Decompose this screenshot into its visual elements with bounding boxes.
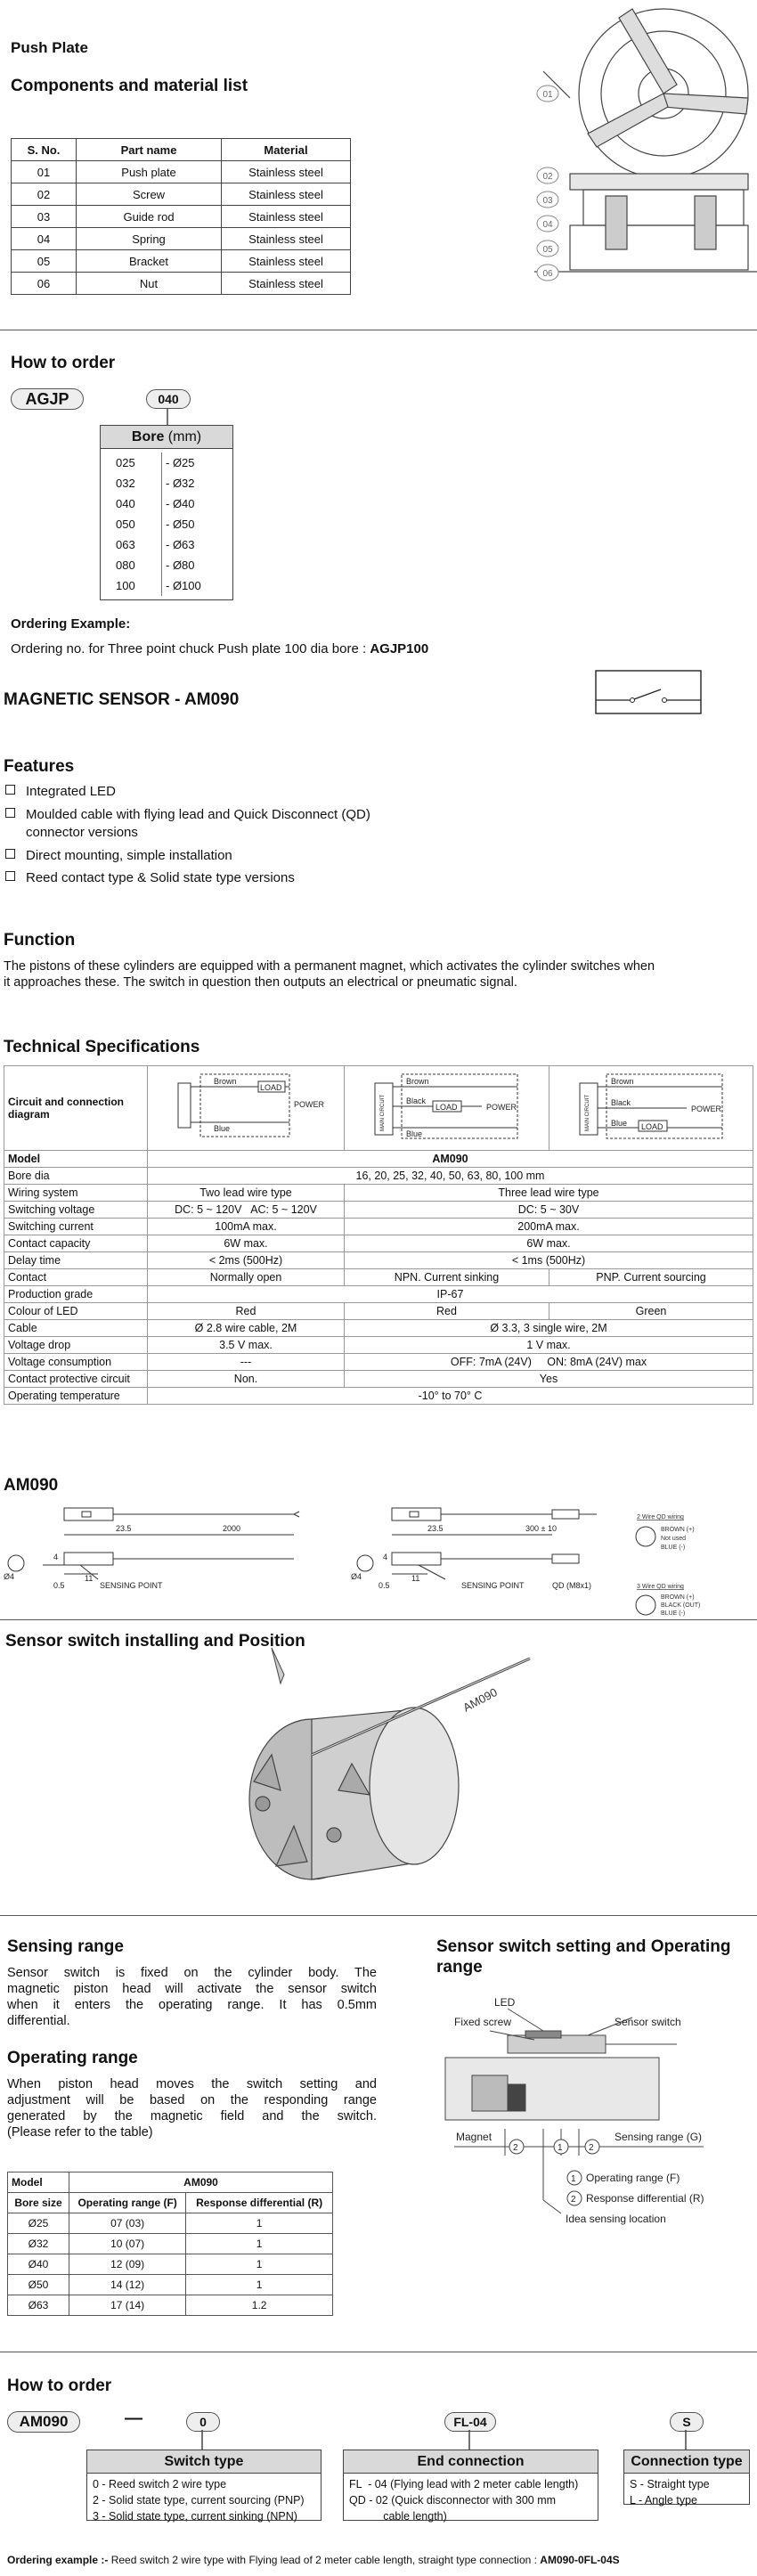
bore-value: - Ø80 bbox=[166, 558, 195, 572]
wiring-2-item: Not used bbox=[661, 1536, 687, 1542]
cell: Guide rod bbox=[77, 206, 222, 228]
callout-06: 06 bbox=[542, 269, 553, 279]
bore-code: 080 bbox=[115, 555, 162, 575]
wiring-3-item: BROWN (+) bbox=[661, 1594, 695, 1601]
label-power: POWER bbox=[691, 1104, 722, 1113]
table-row bbox=[12, 228, 351, 250]
cell: 200mA max. bbox=[345, 1219, 753, 1235]
feature-item-cont: connector versions bbox=[26, 825, 138, 840]
table-row bbox=[4, 1235, 753, 1252]
table-row bbox=[8, 2172, 333, 2193]
bore-value: - Ø100 bbox=[166, 579, 201, 592]
dim-23-5: 23.5 bbox=[116, 1524, 132, 1533]
wiring-2-title: 2 Wire QD wiring bbox=[637, 1514, 684, 1520]
ordering-example-text: Ordering no. for Three point chuck Push plate 100 dia bore : bbox=[11, 641, 370, 656]
table-row bbox=[4, 1388, 753, 1405]
text-line: When piston head moves the switch setting and bbox=[7, 2077, 377, 2091]
dim-300: 300 ± 10 bbox=[525, 1524, 557, 1533]
bore-header-label: Bore bbox=[131, 429, 165, 444]
push-plate-title: Push Plate bbox=[11, 39, 88, 56]
cell: Model bbox=[4, 1151, 148, 1168]
ordering-example-2 bbox=[7, 2554, 620, 2566]
tech-spec-table bbox=[4, 1065, 753, 1405]
list-item bbox=[115, 452, 202, 473]
cell: Red bbox=[345, 1303, 549, 1320]
list-item: 3 - Solid state type, current sinking (NPN) bbox=[93, 2510, 297, 2523]
list-item: 0 - Reed switch 2 wire type bbox=[93, 2478, 227, 2490]
connection-type-list bbox=[624, 2474, 749, 2511]
sensor-title: MAGNETIC SENSOR - AM090 bbox=[4, 690, 240, 709]
label-brown: Brown bbox=[406, 1076, 429, 1086]
num-2: 2 bbox=[589, 2143, 594, 2153]
label-black: Black bbox=[406, 1096, 427, 1105]
table-row bbox=[12, 161, 351, 183]
ordering-example-2-code: AM090-0FL-04S bbox=[540, 2554, 620, 2566]
cell: Screw bbox=[77, 183, 222, 206]
dim-phi4: Ø4 bbox=[351, 1572, 362, 1581]
cell: Red bbox=[148, 1303, 345, 1320]
order-code-bore: 040 bbox=[146, 389, 191, 409]
cell: Stainless steel bbox=[222, 183, 351, 206]
cell: 06 bbox=[12, 273, 77, 295]
label-sensing-range: Sensing range (G) bbox=[615, 2131, 703, 2143]
end-connection-box bbox=[343, 2450, 598, 2521]
cell: Bracket bbox=[77, 250, 222, 273]
cell: Ø50 bbox=[8, 2275, 69, 2295]
circuit-diagram-1 bbox=[148, 1066, 345, 1151]
order-code-conn: S bbox=[670, 2412, 704, 2432]
cell: Contact bbox=[4, 1269, 148, 1286]
label-black: Black bbox=[611, 1097, 631, 1107]
cell: Spring bbox=[77, 228, 222, 250]
cell: DC: 5 ~ 30V bbox=[345, 1202, 753, 1219]
ordering-example-code: AGJP100 bbox=[370, 641, 429, 656]
bore-value: - Ø50 bbox=[166, 518, 195, 531]
cell: Voltage drop bbox=[4, 1337, 148, 1354]
list-item: QD - 02 (Quick disconnector with 300 mm bbox=[349, 2494, 557, 2507]
cell: Stainless steel bbox=[222, 206, 351, 228]
wiring-3-item: BLACK (OUT) bbox=[661, 1602, 701, 1609]
components-title: Components and material list bbox=[11, 77, 248, 95]
switch-type-list bbox=[87, 2474, 321, 2527]
label-power: POWER bbox=[294, 1099, 325, 1109]
bore-box bbox=[100, 425, 233, 600]
cell: 10 (07) bbox=[69, 2234, 186, 2254]
callout-labels bbox=[537, 86, 558, 281]
dim-11: 11 bbox=[411, 1574, 420, 1583]
table-row bbox=[4, 1151, 753, 1168]
cell: 12 (09) bbox=[69, 2254, 186, 2275]
text-line: Sensor switch is fixed on the cylinder body. The bbox=[7, 1966, 377, 1980]
ordering-example bbox=[11, 641, 428, 656]
order-code-am090: AM090 bbox=[7, 2411, 80, 2433]
components-table bbox=[11, 138, 351, 295]
label-load: LOAD bbox=[435, 1102, 458, 1112]
circuit-label: Circuit and connection diagram bbox=[4, 1066, 148, 1151]
cell: Normally open bbox=[148, 1269, 345, 1286]
dim-11: 11 bbox=[85, 1574, 94, 1583]
operating-range-text bbox=[7, 2076, 377, 2140]
switch-type-box bbox=[86, 2450, 322, 2521]
end-connection-header: End connection bbox=[344, 2450, 598, 2474]
how-to-order-title: How to order bbox=[11, 354, 116, 372]
table-row bbox=[4, 1219, 753, 1235]
label-main-circuit: MAIN CIRCUIT bbox=[380, 1094, 386, 1131]
list-item bbox=[115, 575, 202, 596]
label-fixed-screw: Fixed screw bbox=[454, 2016, 512, 2028]
table-row bbox=[4, 1354, 753, 1371]
ordering-example-2-text: Reed switch 2 wire type with Flying lead of 2 meter cable length, straight type connection : bbox=[108, 2554, 541, 2566]
order-code-end: FL-04 bbox=[444, 2412, 496, 2432]
circuit-2wire bbox=[151, 1067, 338, 1147]
setting-title-2: range bbox=[436, 1958, 483, 1977]
ordering-example-2-label: Ordering example :- bbox=[7, 2554, 109, 2566]
text-line: adjustment will be based on the responding range bbox=[7, 2093, 377, 2107]
feature-item bbox=[5, 784, 116, 799]
num-1: 1 bbox=[558, 2143, 563, 2153]
feature-text: Moulded cable with flying lead and Quick Disconnect (QD) bbox=[26, 807, 370, 822]
num-1: 1 bbox=[571, 2174, 576, 2184]
cell: < 1ms (500Hz) bbox=[345, 1252, 753, 1269]
cell: Colour of LED bbox=[4, 1303, 148, 1320]
function-line-1: The pistons of these cylinders are equipped with a permanent magnet, which activates the cylinder switches when bbox=[4, 959, 655, 974]
cell: Response differential (R) bbox=[186, 2193, 333, 2213]
bore-code: 050 bbox=[115, 514, 162, 534]
order-dash: — bbox=[125, 2409, 142, 2428]
bore-connector bbox=[166, 408, 169, 426]
feature-text: Integrated LED bbox=[26, 784, 116, 799]
cell: 100mA max. bbox=[148, 1219, 345, 1235]
circuit-npn bbox=[348, 1067, 544, 1147]
cell: -10° to 70° C bbox=[148, 1388, 753, 1405]
list-item: S - Straight type bbox=[630, 2478, 710, 2490]
table-row bbox=[4, 1252, 753, 1269]
cell: Contact capacity bbox=[4, 1235, 148, 1252]
bore-value: - Ø63 bbox=[166, 538, 195, 551]
bore-box-header bbox=[101, 426, 232, 449]
list-item: L - Angle type bbox=[630, 2494, 697, 2507]
cell: DC: 5 ~ 120V AC: 5 ~ 120V bbox=[148, 1202, 345, 1219]
cell: Bore size bbox=[8, 2193, 69, 2213]
how-to-order-2-title: How to order bbox=[7, 2376, 112, 2395]
cell: Wiring system bbox=[4, 1185, 148, 1202]
cell: 05 bbox=[12, 250, 77, 273]
feature-item bbox=[5, 870, 295, 885]
label-sensor-switch: Sensor switch bbox=[615, 2016, 681, 2028]
table-row bbox=[12, 250, 351, 273]
cell: Ø25 bbox=[8, 2213, 69, 2234]
table-row bbox=[4, 1202, 753, 1219]
cell: --- bbox=[148, 1354, 345, 1371]
cell: 17 (14) bbox=[69, 2295, 186, 2316]
feature-item bbox=[5, 848, 232, 863]
label-load: LOAD bbox=[641, 1121, 663, 1131]
bore-header-unit: (mm) bbox=[164, 429, 202, 444]
label-sensing-point: SENSING POINT bbox=[100, 1581, 163, 1590]
cell: < 2ms (500Hz) bbox=[148, 1252, 345, 1269]
cell: Ø40 bbox=[8, 2254, 69, 2275]
reed-switch-symbol bbox=[595, 670, 702, 714]
table-row bbox=[8, 2254, 333, 2275]
table-row bbox=[4, 1168, 753, 1185]
cell: Contact protective circuit bbox=[4, 1371, 148, 1388]
am090-title: AM090 bbox=[4, 1476, 59, 1495]
cell: 03 bbox=[12, 206, 77, 228]
list-item bbox=[115, 534, 202, 555]
cell: 1 V max. bbox=[345, 1337, 753, 1354]
table-row bbox=[8, 2234, 333, 2254]
am090-dimension-drawing bbox=[0, 1474, 757, 1617]
components-header-row bbox=[12, 139, 351, 161]
cell: Yes bbox=[345, 1371, 753, 1388]
cell: Ø63 bbox=[8, 2295, 69, 2316]
sensing-range-text bbox=[7, 1965, 377, 2029]
table-row bbox=[8, 2193, 333, 2213]
bore-value: - Ø25 bbox=[166, 456, 195, 469]
connection-type-box bbox=[623, 2450, 750, 2505]
cell: 1 bbox=[186, 2213, 333, 2234]
dim-2000: 2000 bbox=[223, 1524, 241, 1533]
wiring-2-item: BLUE (-) bbox=[661, 1545, 686, 1551]
function-line-2: it approaches these. The switch in question then outputs an electrical or pneumatic signal. bbox=[4, 975, 517, 990]
label-load: LOAD bbox=[260, 1082, 282, 1092]
bore-code: 063 bbox=[115, 534, 162, 555]
cell: Bore dia bbox=[4, 1168, 148, 1185]
table-row bbox=[12, 206, 351, 228]
table-row bbox=[4, 1303, 753, 1320]
cell: Ø 2.8 wire cable, 2M bbox=[148, 1320, 345, 1337]
feature-item bbox=[5, 807, 370, 822]
cell: Delay time bbox=[4, 1252, 148, 1269]
list-item bbox=[115, 493, 202, 514]
list-item: 2 - Solid state type, current sourcing (PNP) bbox=[93, 2494, 305, 2507]
col-material: Material bbox=[222, 139, 351, 161]
tech-title: Technical Specifications bbox=[4, 1038, 200, 1056]
dim-4: 4 bbox=[383, 1553, 388, 1561]
setting-diagram bbox=[436, 1995, 757, 2245]
bore-value: - Ø32 bbox=[166, 477, 195, 490]
cell: 16, 20, 25, 32, 40, 50, 63, 80, 100 mm bbox=[148, 1168, 753, 1185]
list-item bbox=[115, 514, 202, 534]
table-row bbox=[4, 1286, 753, 1303]
cell: Non. bbox=[148, 1371, 345, 1388]
list-item bbox=[115, 473, 202, 493]
table-row bbox=[4, 1337, 753, 1354]
list-item: FL - 04 (Flying lead with 2 meter cable length) bbox=[349, 2478, 579, 2490]
col-sno: S. No. bbox=[12, 139, 77, 161]
label-response: Response differential (R) bbox=[586, 2192, 704, 2205]
feature-text: Direct mounting, simple installation bbox=[26, 848, 232, 863]
text-line: when it enters the operating range. It has 0.5mm bbox=[7, 1998, 377, 2012]
label-brown: Brown bbox=[611, 1076, 634, 1086]
order-connectors bbox=[0, 2430, 757, 2451]
list-item: cable length) bbox=[349, 2510, 447, 2523]
cell: OFF: 7mA (24V) ON: 8mA (24V) max bbox=[345, 1354, 753, 1371]
label-operating: Operating range (F) bbox=[586, 2172, 680, 2184]
cell: AM090 bbox=[148, 1151, 753, 1168]
label-qd: QD (M8x1) bbox=[552, 1581, 592, 1590]
callout-03: 03 bbox=[542, 196, 553, 206]
label-blue: Blue bbox=[214, 1123, 231, 1133]
circuit-diagram-2 bbox=[345, 1066, 549, 1151]
operating-range-table bbox=[7, 2172, 333, 2316]
install-illustration bbox=[227, 1657, 557, 1897]
circuit-pnp bbox=[553, 1067, 749, 1147]
dim-4: 4 bbox=[53, 1553, 59, 1561]
table-row bbox=[8, 2213, 333, 2234]
label-led: LED bbox=[494, 1996, 516, 2009]
cell: 14 (12) bbox=[69, 2275, 186, 2295]
label-power: POWER bbox=[486, 1102, 517, 1112]
end-connection-list bbox=[344, 2474, 598, 2527]
cell: 04 bbox=[12, 228, 77, 250]
cell: 1.2 bbox=[186, 2295, 333, 2316]
label-main-circuit: MAIN CIRCUIT bbox=[585, 1094, 590, 1131]
col-part: Part name bbox=[77, 139, 222, 161]
text-line: differential. bbox=[7, 2014, 70, 2028]
setting-title-1: Sensor switch setting and Operating bbox=[436, 1937, 731, 1956]
num-2: 2 bbox=[571, 2195, 576, 2205]
install-title: Sensor switch installing and Position bbox=[5, 1632, 305, 1651]
dim-23-5: 23.5 bbox=[427, 1524, 444, 1533]
ordering-example-title: Ordering Example: bbox=[11, 616, 131, 632]
cell: Stainless steel bbox=[222, 228, 351, 250]
callout-02: 02 bbox=[542, 172, 553, 182]
order-code-agjp: AGJP bbox=[11, 388, 84, 410]
cell: IP-67 bbox=[148, 1286, 753, 1303]
bore-list bbox=[115, 452, 202, 596]
table-row bbox=[4, 1371, 753, 1388]
circuit-diagram-3 bbox=[549, 1066, 753, 1151]
cell: Switching voltage bbox=[4, 1202, 148, 1219]
operating-range-title: Operating range bbox=[7, 2049, 138, 2067]
cell: Green bbox=[549, 1303, 753, 1320]
feature-text: Reed contact type & Solid state type versions bbox=[26, 870, 295, 885]
label-magnet: Magnet bbox=[456, 2131, 492, 2143]
table-row bbox=[4, 1185, 753, 1202]
push-plate-drawing bbox=[534, 0, 757, 294]
bore-code: 040 bbox=[115, 493, 162, 514]
cell: Voltage consumption bbox=[4, 1354, 148, 1371]
label-blue: Blue bbox=[611, 1118, 628, 1128]
list-item bbox=[115, 555, 202, 575]
bore-value: - Ø40 bbox=[166, 497, 195, 510]
cell: 1 bbox=[186, 2275, 333, 2295]
cell: Ø32 bbox=[8, 2234, 69, 2254]
table-row bbox=[4, 1320, 753, 1337]
cell: Model bbox=[8, 2172, 69, 2193]
cell: 3.5 V max. bbox=[148, 1337, 345, 1354]
cell: 1 bbox=[186, 2234, 333, 2254]
cell: AM090 bbox=[69, 2172, 333, 2193]
text-line: generated by the magnetic field and the switch. bbox=[7, 2109, 377, 2124]
cell: Stainless steel bbox=[222, 161, 351, 183]
cell: Operating temperature bbox=[4, 1388, 148, 1405]
bore-code: 100 bbox=[115, 575, 162, 596]
cell: Stainless steel bbox=[222, 250, 351, 273]
cell: PNP. Current sourcing bbox=[549, 1269, 753, 1286]
cell: NPN. Current sinking bbox=[345, 1269, 549, 1286]
cell: 1 bbox=[186, 2254, 333, 2275]
callout-05: 05 bbox=[542, 245, 553, 255]
text-line: magnetic piston head will activate the sensor switch bbox=[7, 1982, 377, 1996]
table-row bbox=[8, 2295, 333, 2316]
connection-type-header: Connection type bbox=[624, 2450, 749, 2474]
callout-01: 01 bbox=[542, 90, 553, 100]
cell: 01 bbox=[12, 161, 77, 183]
cell: Push plate bbox=[77, 161, 222, 183]
bore-code: 025 bbox=[115, 452, 162, 473]
cell: 07 (03) bbox=[69, 2213, 186, 2234]
switch-type-header: Switch type bbox=[87, 2450, 321, 2474]
dim-0-5: 0.5 bbox=[53, 1581, 65, 1590]
label-brown: Brown bbox=[214, 1076, 237, 1086]
dim-phi4: Ø4 bbox=[4, 1572, 15, 1581]
cell: 6W max. bbox=[345, 1235, 753, 1252]
order-code-switch: 0 bbox=[186, 2412, 220, 2432]
features-title: Features bbox=[4, 757, 75, 776]
sensing-range-title: Sensing range bbox=[7, 1937, 124, 1956]
table-row bbox=[12, 273, 351, 295]
cell: Two lead wire type bbox=[148, 1185, 345, 1202]
dim-0-5: 0.5 bbox=[378, 1581, 390, 1590]
label-sensing-point: SENSING POINT bbox=[461, 1581, 525, 1590]
cell: 02 bbox=[12, 183, 77, 206]
cell: Three lead wire type bbox=[345, 1185, 753, 1202]
cell: Operating range (F) bbox=[69, 2193, 186, 2213]
text-line: (Please refer to the table) bbox=[7, 2125, 153, 2140]
cell: Cable bbox=[4, 1320, 148, 1337]
table-row bbox=[12, 183, 351, 206]
label-blue: Blue bbox=[406, 1129, 423, 1138]
table-row bbox=[8, 2275, 333, 2295]
table-row bbox=[4, 1269, 753, 1286]
install-sensor-label: AM090 bbox=[460, 1685, 500, 1715]
wiring-2-item: BROWN (+) bbox=[661, 1527, 695, 1533]
cell: Ø 3.3, 3 single wire, 2M bbox=[345, 1320, 753, 1337]
wiring-3-item: BLUE (-) bbox=[661, 1610, 686, 1617]
divider bbox=[0, 1619, 757, 1620]
num-2: 2 bbox=[513, 2143, 518, 2153]
circuit-row bbox=[4, 1066, 753, 1151]
function-title: Function bbox=[4, 931, 76, 950]
callout-04: 04 bbox=[542, 220, 553, 230]
divider bbox=[0, 1915, 757, 1916]
cell: Stainless steel bbox=[222, 273, 351, 295]
wiring-3-title: 3 Wire QD wiring bbox=[637, 1584, 684, 1590]
cell: Nut bbox=[77, 273, 222, 295]
bore-code: 032 bbox=[115, 473, 162, 493]
cell: Switching current bbox=[4, 1219, 148, 1235]
cell: Production grade bbox=[4, 1286, 148, 1303]
cell: 6W max. bbox=[148, 1235, 345, 1252]
label-idea-sensing: Idea sensing location bbox=[566, 2213, 666, 2225]
